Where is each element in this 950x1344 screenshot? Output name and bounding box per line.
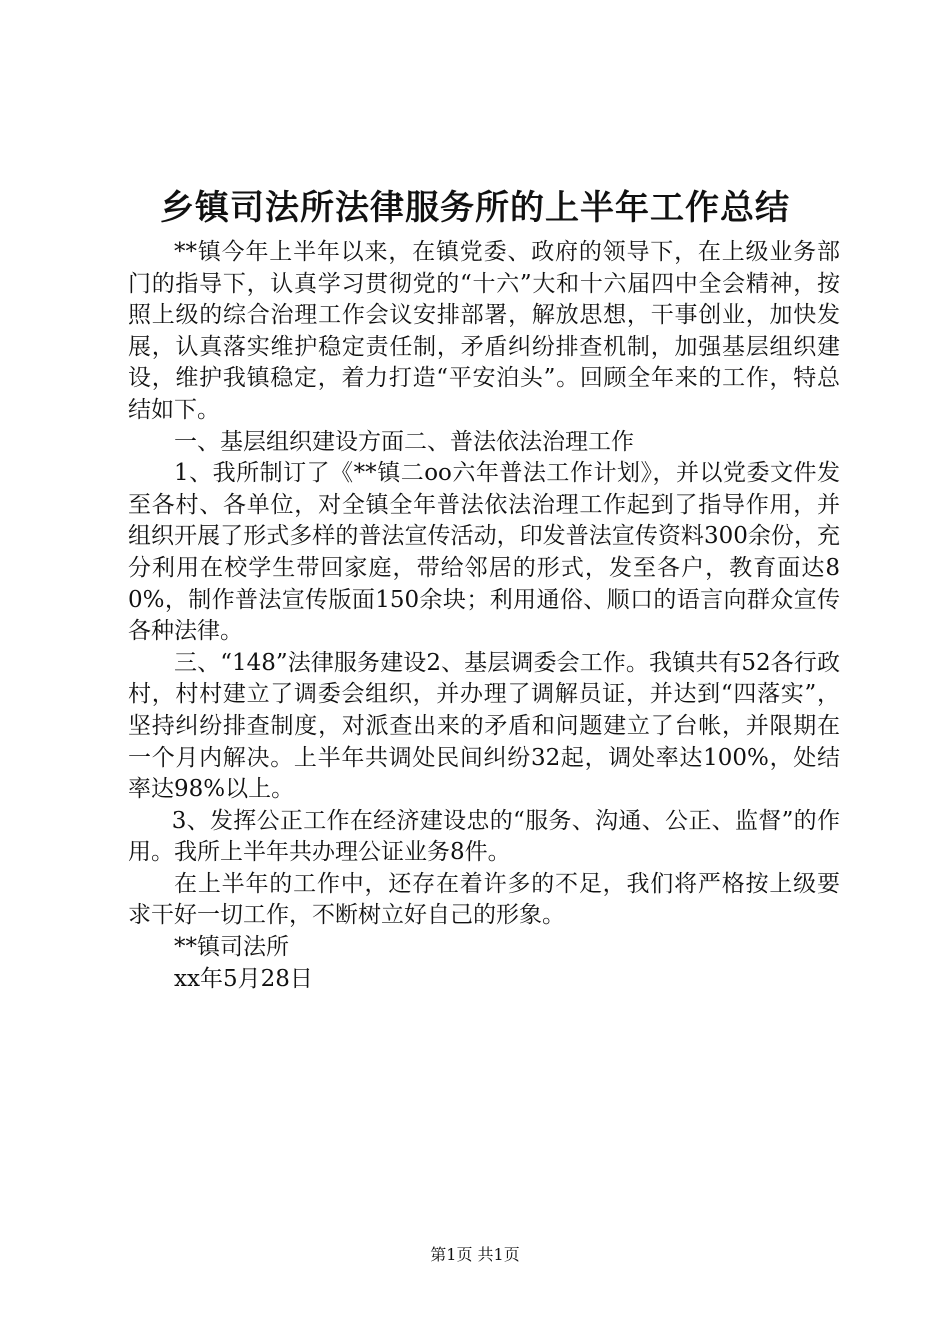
signature-office: **镇司法所 [174,934,289,961]
paragraph-notary: 3、发挥公正工作在经济建设忠的“服务、沟通、公正、监督”的作用。我所上半年共办理公证业务8件。 [128,807,840,866]
paragraph-conclusion: 在上半年的工作中，还存在着许多的不足，我们将严格按上级要求干好一切工作，不断树立好自己的形象。 [128,870,840,929]
document-title: 乡镇司法所法律服务所的上半年工作总结 [160,188,790,228]
paragraph-legal-education: 1、我所制订了《**镇二oo六年普法工作计划》，并以党委文件发至各村、各单位，对全镇全年普法依法治理工作起到了指导作用，并组织开展了形式多样的普法宣传活动，印发普法宣传资料300余份，充分利用在校学生带回家庭，带给邻居的形式，发至各户，教育面达80%，制作普法宣传版面150余块；利用通俗、顺口的语言向群众宣传各种法律。 [128,460,840,645]
document-body [128,237,840,995]
paragraph-intro: **镇今年上半年以来，在镇党委、政府的领导下，在上级业务部门的指导下，认真学习贯彻党的“十六”大和十六届四中全会精神，按照上级的综合治理工作会议安排部署，解放思想，干事创业，加快发展，认真落实维护稳定责任制，矛盾纠纷排查机制，加强基层组织建设，维护我镇稳定，着力打造“平安泊头”。回顾全年来的工作，特总结如下。 [128,239,840,423]
paragraph-section-heading: 一、基层组织建设方面二、普法依法治理工作 [174,428,634,455]
page-footer: 第1页 共1页 [430,1245,520,1264]
paragraph-mediation: 三、“148”法律服务建设2、基层调委会工作。我镇共有52各行政村，村村建立了调委会组织，并办理了调解员证，并达到“四落实”，坚持纠纷排查制度，对派查出来的矛盾和问题建立了台帐，并限期在一个月内解决。上半年共调处民间纠纷32起，调处率达100%，处结率达98%以上。 [128,649,840,803]
signature-date: xx年5月28日 [174,965,313,992]
